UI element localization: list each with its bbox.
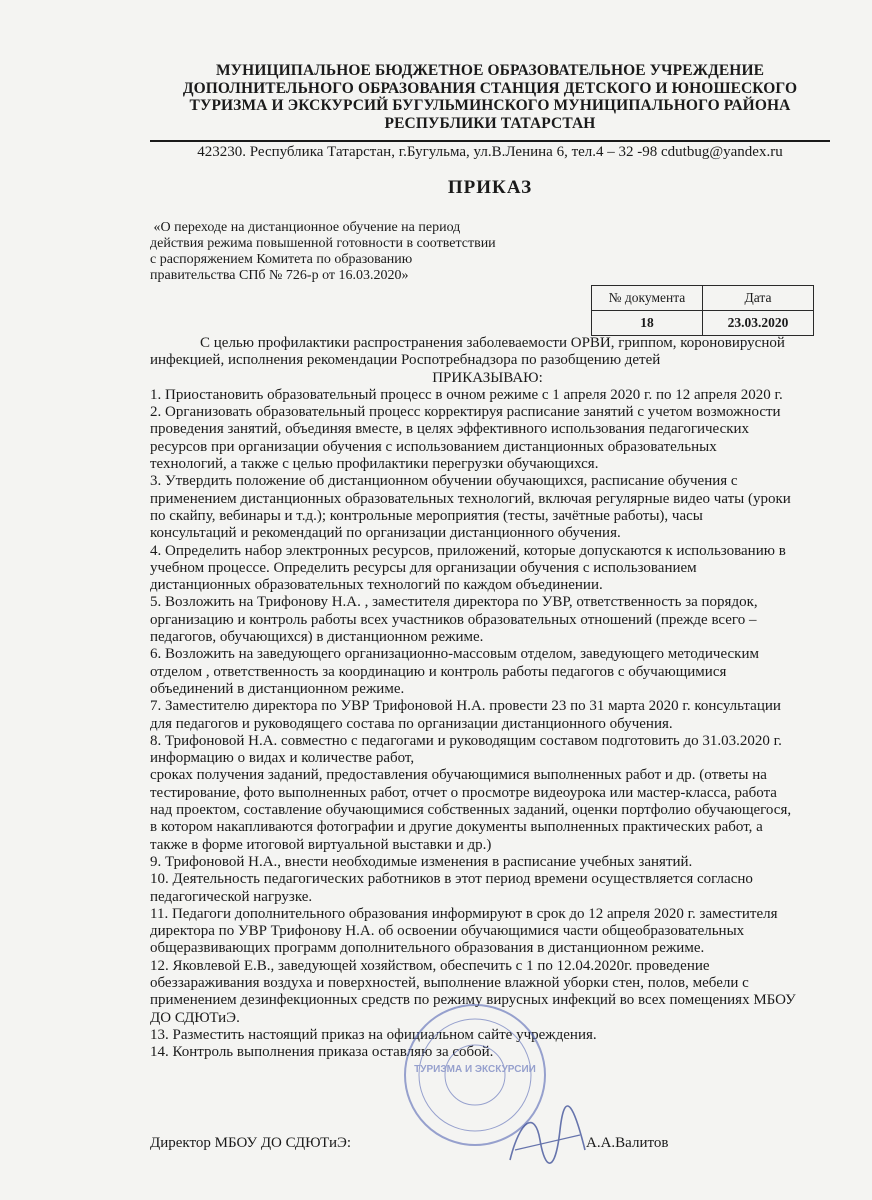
order-item-line: организацию и контроль работы всех участников образовательных отношений (прежде всего – (150, 611, 757, 628)
order-item-line: отделом , ответственность за координацию и контроль работы педагогов с обучающимися (150, 663, 727, 680)
order-item-line: применением дистанционных образовательных технологий, включая регулярные видео чаты (уроки (150, 490, 791, 507)
order-item-line: 11. Педагоги дополнительного образования информируют в срок до 12 апреля 2020 г. заместителя (150, 905, 778, 922)
order-item-line: 10. Деятельность педагогических работников в этот период времени осуществляется согласно (150, 871, 753, 888)
order-item-line: педагогов, обучающихся) в дистанционном режиме. (150, 629, 484, 646)
director-name: А.А.Валитов (586, 1135, 669, 1151)
order-item-line: педагогической нагрузке. (150, 888, 313, 905)
subject-line: правительства СПб № 726-р от 16.03.2020» (150, 268, 409, 283)
header-line: ДОПОЛНИТЕЛЬНОГО ОБРАЗОВАНИЯ СТАНЦИЯ ДЕТСКОГО И ЮНОШЕСКОГО (182, 79, 798, 97)
order-item-line: 8. Трифоновой Н.А. совместно с педагогами и руководящим составом подготовить до 31.03.2020 г. (150, 732, 782, 749)
order-item-line: по скайпу, вебинары и т.д.); контрольные мероприятия (тесты, зачётные работы), часы (150, 507, 703, 524)
order-item-line: ресурсов при организации обучения с использованием дистанционных образовательных (150, 438, 717, 455)
order-item-line: в котором накапливаются фотографии и другие документы выполненных практических работ, а (150, 819, 763, 836)
order-item-line: 9. Трифоновой Н.А., внести необходимые изменения в расписание учебных занятий. (150, 853, 693, 870)
order-item-line: общеразвивающих программ дополнительного образования в дистанционном режиме. (150, 940, 705, 957)
order-item-line: технологий, а также с целью профилактики перегрузки обучающихся. (150, 456, 599, 473)
header-line: ТУРИЗМА И ЭКСКУРСИЙ БУГУЛЬМИНСКОГО МУНИЦИПАЛЬНОГО РАЙОНА (189, 97, 791, 114)
doc-number-header: № документа (592, 286, 703, 311)
handwritten-signature (500, 1100, 590, 1180)
header-divider (150, 140, 830, 142)
subject-line: действия режима повышенной готовности в соответствии (150, 236, 496, 251)
order-item-line: 5. Возложить на Трифонову Н.А. , заместителя директора по УВР, ответственность за порядок, (150, 594, 758, 611)
subject-line: «О переходе на дистанционное обучение на период (150, 220, 461, 235)
order-item-line: дистанционных образовательных технологий по каждом объединении. (150, 577, 603, 594)
order-word: ПРИКАЗЫВАЮ: (432, 369, 543, 386)
order-item-line: объединений в дистанционном режиме. (150, 680, 405, 697)
order-item-line: для педагогов и руководящего состава по организации дистанционного обучения. (150, 715, 673, 732)
order-item-line: учебном процессе. Определить ресурсы для организации обучения с использованием (150, 559, 697, 576)
order-item-line: 1. Приостановить образовательный процесс в очном режиме с 1 апреля 2020 г. по 12 апреля 2020 г. (150, 386, 783, 403)
order-item-line: 2. Организовать образовательный процесс корректируя расписание занятий с учетом возможности (150, 404, 781, 421)
organization-header (150, 62, 830, 132)
stamp-text: ТУРИЗМА И ЭКСКУРСИИ (414, 1064, 536, 1075)
order-item-line: ДО СДЮТиЭ. (150, 1009, 240, 1026)
organization-address: 423230. Республика Татарстан, г.Бугульма, ул.В.Ленина 6, тел.4 – 32 -98 cdutbug@yandex.ru (197, 144, 783, 160)
order-item-line: информацию о видах и количестве работ, (150, 750, 415, 767)
order-item-line: тестирование, фото выполненных работ, отчет о просмотре видеоурока или мастер-класса, работа (150, 784, 777, 801)
order-item-line: консультаций и рекомендаций по организации дистанционного обучения. (150, 525, 621, 542)
doc-number-value: 18 (592, 311, 703, 336)
subject-line: с распоряжением Комитета по образованию (150, 252, 413, 267)
intro-line: С целью профилактики распространения заболеваемости ОРВИ, гриппом, короновирусной (200, 335, 785, 351)
order-subject (150, 220, 530, 284)
order-item-line: 6. Возложить на заведующего организационно-массовым отделом, заведующего методическим (150, 646, 759, 663)
order-item-line: 4. Определить набор электронных ресурсов, приложений, которые допускаются к использованию в (150, 542, 786, 559)
order-items (150, 387, 825, 1062)
header-line: МУНИЦИПАЛЬНОЕ БЮДЖЕТНОЕ ОБРАЗОВАТЕЛЬНОЕ УЧРЕЖДЕНИЕ (215, 62, 765, 79)
order-item-line: 3. Утвердить положение об дистанционном обучении обучающихся, расписание обучения с (150, 473, 738, 490)
director-title: Директор МБОУ ДО СДЮТиЭ: (150, 1135, 352, 1151)
order-body (150, 335, 825, 1061)
order-item-line: также в форме итоговой виртуальной выставки и др.) (150, 836, 492, 853)
doc-date-value: 23.03.2020 (703, 311, 814, 336)
order-item-line: проведения занятий, объединяя вместе, в целях эффективного использования педагогических (150, 421, 750, 438)
order-item-line: 12. Яковлевой Е.В., заведующей хозяйством, обеспечить с 1 по 12.04.2020г. проведение (150, 957, 710, 974)
intro-line: инфекцией, исполнения рекомендации Роспотребнадзора по разобщению детей (150, 352, 661, 369)
document-number-table (591, 285, 814, 336)
header-line: РЕСПУБЛИКИ ТАТАРСТАН (384, 114, 596, 132)
document-title: ПРИКАЗ (447, 177, 533, 198)
order-item-line: 7. Заместителю директора по УВР Трифоновой Н.А. провести 23 по 31 марта 2020 г. консультации (150, 698, 781, 715)
order-item-line: сроках получения заданий, предоставления обучающимися выполненных работ и др. (ответы на (150, 767, 767, 784)
order-item-line: 13. Разместить настоящий приказ на официальном сайте учреждения. (150, 1026, 597, 1043)
order-item-line: применением дезинфекционных средств по режиму вирусных инфекций во всех помещениях МБОУ (150, 992, 796, 1009)
order-item-line: директора по УВР Трифонову Н.А. об освоении обучающимися части общеобразовательных (150, 923, 745, 940)
order-item-line: 14. Контроль выполнения приказа оставляю за собой. (150, 1044, 494, 1061)
order-item-line: обеззараживания воздуха и поверхностей, выполнение влажной уборки стен, полов, мебели с (150, 974, 749, 991)
doc-date-header: Дата (703, 286, 814, 311)
order-item-line: над проектом, составление обучающимися собственных заданий, оценки портфолио обучающегося, (150, 802, 792, 819)
